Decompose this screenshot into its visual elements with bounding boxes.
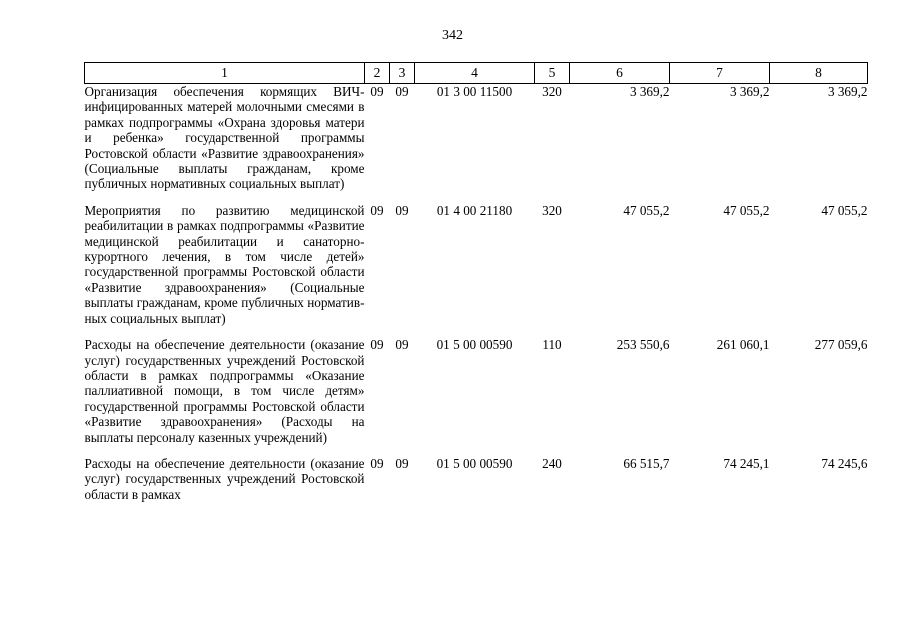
row-section: 09 [370,455,384,471]
row-amount-8: 3 369,2 [827,84,868,99]
header-col-7: 7 [670,63,770,84]
row-description: Расходы на обеспечение деятельности (оказание услуг) государственных учреждений Ростовской области в рамках подпрограммы «Оказание паллиативной помощи, в том числе детям» государственной программы Ростовской области «Развитие здравоохранения» (Расходы на выплаты персоналу казенных учреждений) [84,337,365,445]
row-subsection: 09 [395,84,409,99]
header-col-1: 1 [85,63,365,84]
row-subsection: 09 [395,202,409,218]
row-target-code: 01 5 00 00590 [436,455,513,471]
table-row [85,337,868,456]
row-amount-6: 3 369,2 [629,84,670,99]
header-col-5: 5 [535,63,570,84]
row-amount-7: 74 245,1 [723,455,770,471]
row-amount-7: 47 055,2 [723,202,770,218]
row-section: 09 [370,202,384,218]
header-col-2: 2 [365,63,390,84]
header-col-8: 8 [770,63,868,84]
row-amount-6: 253 550,6 [616,337,670,353]
budget-table [84,62,868,502]
table-row [85,203,868,337]
row-expense-type: 320 [542,84,562,99]
row-expense-type: 240 [542,455,562,471]
row-description: Мероприятия по развитию медицинской реабилитации в рамках подпрограммы «Развитие медицинской реабилитации и санаторно-курортного лечения, в том числе детей» государственной программы Ростовской области «Развитие здравоохранения» (Социальные выплаты гражданам, кроме публичных нормативных социальных выплат) [84,202,365,326]
row-amount-6: 66 515,7 [623,455,670,471]
row-target-code: 01 4 00 21180 [436,202,513,218]
row-amount-7: 261 060,1 [716,337,770,353]
row-expense-type: 320 [542,202,562,218]
table-row [85,84,868,203]
row-amount-8: 47 055,2 [821,202,868,218]
row-description: Организация обеспечения кормящих ВИЧ-инфицированных матерей молочными смесями в рамках подпрограммы «Охрана здоровья матери и ребенка» государственной программы Ростовской области «Развитие здравоохранения» (Социальные выплаты гражданам, кроме публичных нормативных социальных выплат) [84,84,365,192]
row-subsection: 09 [395,337,409,353]
row-amount-6: 47 055,2 [623,202,670,218]
row-target-code: 01 5 00 00590 [436,337,513,353]
header-row [85,63,868,84]
header-col-3: 3 [390,63,415,84]
row-section: 09 [370,84,384,99]
row-description: Расходы на обеспечение деятельности (оказание услуг) государственных учреждений Ростовской области в рамках [84,455,365,502]
header-col-4: 4 [415,63,535,84]
row-expense-type: 110 [542,337,562,353]
row-amount-8: 74 245,6 [821,455,868,471]
row-subsection: 09 [395,455,409,471]
row-section: 09 [370,337,384,353]
row-target-code: 01 3 00 11500 [436,84,513,99]
row-amount-7: 3 369,2 [729,84,770,99]
page-number: 342 [442,28,463,43]
header-col-6: 6 [570,63,670,84]
table-row [85,456,868,502]
row-amount-8: 277 059,6 [814,337,868,353]
